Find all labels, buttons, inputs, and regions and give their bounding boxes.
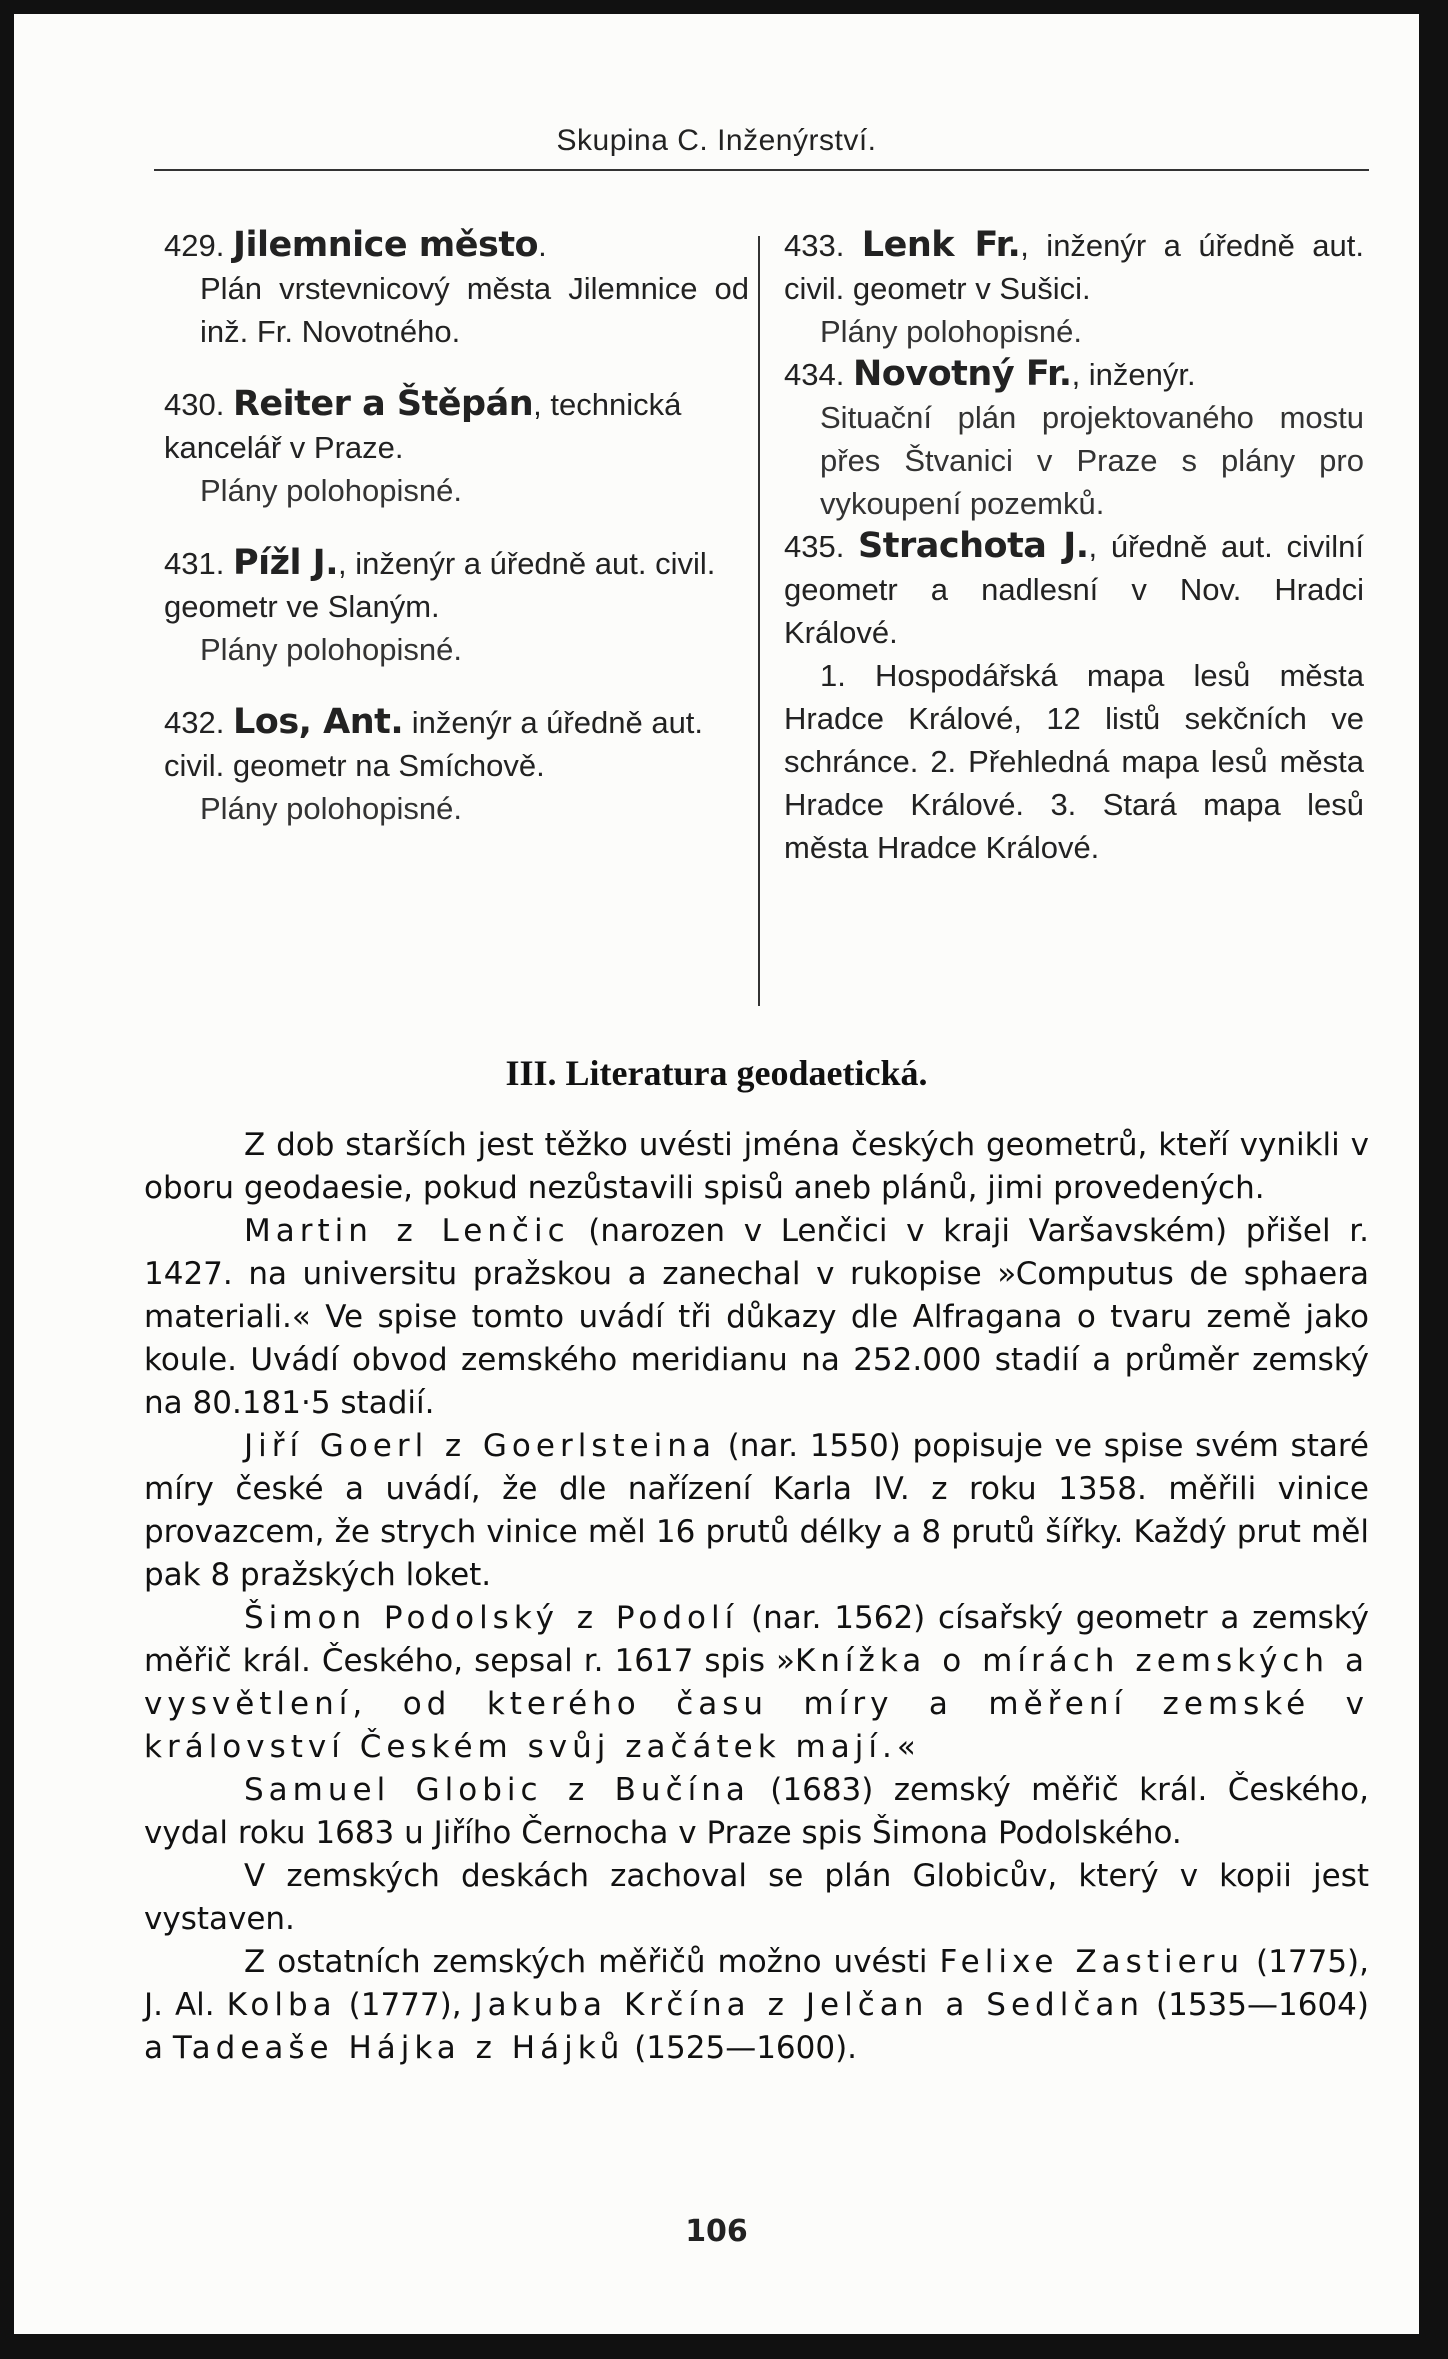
- entry-number: 433.: [784, 228, 845, 263]
- entry-number: 430.: [164, 387, 225, 422]
- person-name: Jiří Goerl z Goerlsteina: [244, 1428, 716, 1464]
- entry-name: Los, Ant.: [232, 702, 404, 742]
- entry-435: [784, 525, 1364, 869]
- entry-sub: Plány polohopisné.: [820, 314, 1082, 349]
- entry-433: [784, 224, 1364, 353]
- entry-rest: .: [538, 228, 547, 263]
- paragraph-text: (1525—1600).: [624, 2030, 858, 2066]
- entry-number: 432.: [164, 705, 225, 740]
- paragraph: [144, 1597, 1369, 1769]
- entry-rest: , inženýr.: [1071, 357, 1196, 392]
- entry-number: 429.: [164, 228, 225, 263]
- section-title: III. Literatura geodaetická.: [505, 1053, 928, 1093]
- entry-432: [164, 701, 749, 830]
- entry-sub: Plány polohopisné.: [200, 473, 462, 508]
- person-name: Martin z Lenčic: [244, 1213, 570, 1249]
- header-rule: [154, 169, 1369, 171]
- person-name: Samuel Globic z Bučína: [244, 1772, 750, 1808]
- paragraph-text: (narozen v Lenčici v kraji Varšavském) přišel r. 1427. na universitu pražskou a zanechal v rukopise »Computus de sphaera materiali.« Ve spise tomto uvádí tři důkazy dle Alfragana o tvaru země jako koule. Uvádí obvod zemského meridianu na 252.000 stadií a průměr zemský na 80.181·5 stadií.: [144, 1213, 1370, 1421]
- entry-434: [784, 353, 1364, 525]
- page: [14, 14, 1419, 2334]
- paragraph: [144, 1941, 1369, 2070]
- entry-number: 435.: [784, 529, 845, 564]
- entry-body: Plán vrstevnicový města Jilemnice od inž. Fr. Novotného.: [200, 271, 749, 349]
- paragraph-text: «: [896, 1729, 916, 1765]
- paragraph: [144, 1769, 1369, 1855]
- entry-430: [164, 383, 749, 512]
- entry-sub: Plány polohopisné.: [200, 791, 462, 826]
- entry-name: Reiter a Štěpán: [232, 384, 534, 424]
- paragraph-text: Z ostatních zemských měřičů možno uvésti: [244, 1944, 940, 1980]
- entry-name: Novotný Fr.: [852, 354, 1072, 394]
- book-title: Knížka o mírách zemských a vysvětlení, od kterého času míry a měření zemské v království Českém svůj začátek mají.: [144, 1643, 1369, 1765]
- entry-rest: , inženýr a úředně aut. civil. geometr ve Slaným.: [164, 546, 716, 624]
- paragraph: [144, 1210, 1369, 1425]
- entry-name: Pížl J.: [232, 543, 338, 583]
- entry-name: Strachota J.: [858, 526, 1089, 566]
- entry-name: Lenk Fr.: [861, 225, 1021, 265]
- entry-number: 431.: [164, 546, 225, 581]
- person-name: Šimon Podolský z Podolí: [244, 1600, 739, 1636]
- entry-number: 434.: [784, 357, 845, 392]
- right-column: [784, 224, 1364, 869]
- entry-431: [164, 542, 749, 671]
- paragraph-text: (1683) zemský měřič král. Českého, vydal roku 1683 u Jiřího Černocha v Praze spis Šimona Podolského.: [144, 1772, 1369, 1851]
- entry-sub: Situační plán projektovaného mostu přes Štvanici v Praze s plány pro vykoupení pozemků.: [820, 400, 1364, 521]
- person-name: Felixe Zastieru: [939, 1944, 1245, 1980]
- page-number: 106: [685, 2214, 748, 2249]
- column-divider: [758, 236, 760, 1006]
- person-name: Tadeaše Hájka z Hájků: [172, 2030, 625, 2066]
- entry-name: Jilemnice město: [232, 225, 539, 265]
- paragraph: Z dob starších jest těžko uvésti jména českých geometrů, kteří vynikli v oboru geodaesie, pokud nezůstavili spisů aneb plánů, jimi provedených.: [144, 1127, 1369, 1206]
- paragraph: [144, 1425, 1369, 1597]
- entry-sub: 1. Hospodářská mapa lesů města Hradce Králové, 12 listů sekčních ve schránce. 2. Přehledná mapa lesů města Hradce Králové. 3. Stará mapa lesů města Hradce Králové.: [784, 658, 1364, 865]
- entry-429: [164, 224, 749, 353]
- paragraph-text: (1535—1604) a: [144, 1987, 1369, 2066]
- entry-rest: inženýr a úředně aut. civil. geometr na Smíchově.: [164, 705, 704, 783]
- paragraph-text: (nar. 1562) císařský geometr a zemský měřič král. Českého, sepsal r. 1617 spis »: [144, 1600, 1369, 1679]
- entry-rest: , úředně aut. civilní geometr a nadlesní v Nov. Hradci Králové.: [784, 529, 1364, 650]
- paragraph-text: (nar. 1550) popisuje ve spise svém staré míry české a uvádí, že dle nařízení Karla IV. z roku 1358. měřili vinice provazcem, že strych vinice měl 16 prutů délky a 8 prutů šířky. Každý prut měl pak 8 pražských loket.: [144, 1428, 1369, 1593]
- paragraph-text: (1775), J. Al.: [144, 1944, 1369, 2023]
- paragraph: V zemských deskách zachoval se plán Globicův, který v kopii jest vystaven.: [144, 1858, 1369, 1937]
- running-header: Skupina C. Inženýrství.: [556, 124, 877, 157]
- literature-text: [144, 1124, 1369, 2070]
- entry-rest: , inženýr a úředně aut. civil. geometr v Sušici.: [784, 228, 1364, 306]
- person-name: Jakuba Krčína z Jelčan a Sedlčan: [473, 1987, 1145, 2023]
- entry-sub: Plány polohopisné.: [200, 632, 462, 667]
- entry-rest: , technická kancelář v Praze.: [164, 387, 682, 465]
- paragraph-text: (1777),: [336, 1987, 474, 2023]
- left-column: [164, 224, 749, 860]
- person-name: Kolba: [226, 1987, 337, 2023]
